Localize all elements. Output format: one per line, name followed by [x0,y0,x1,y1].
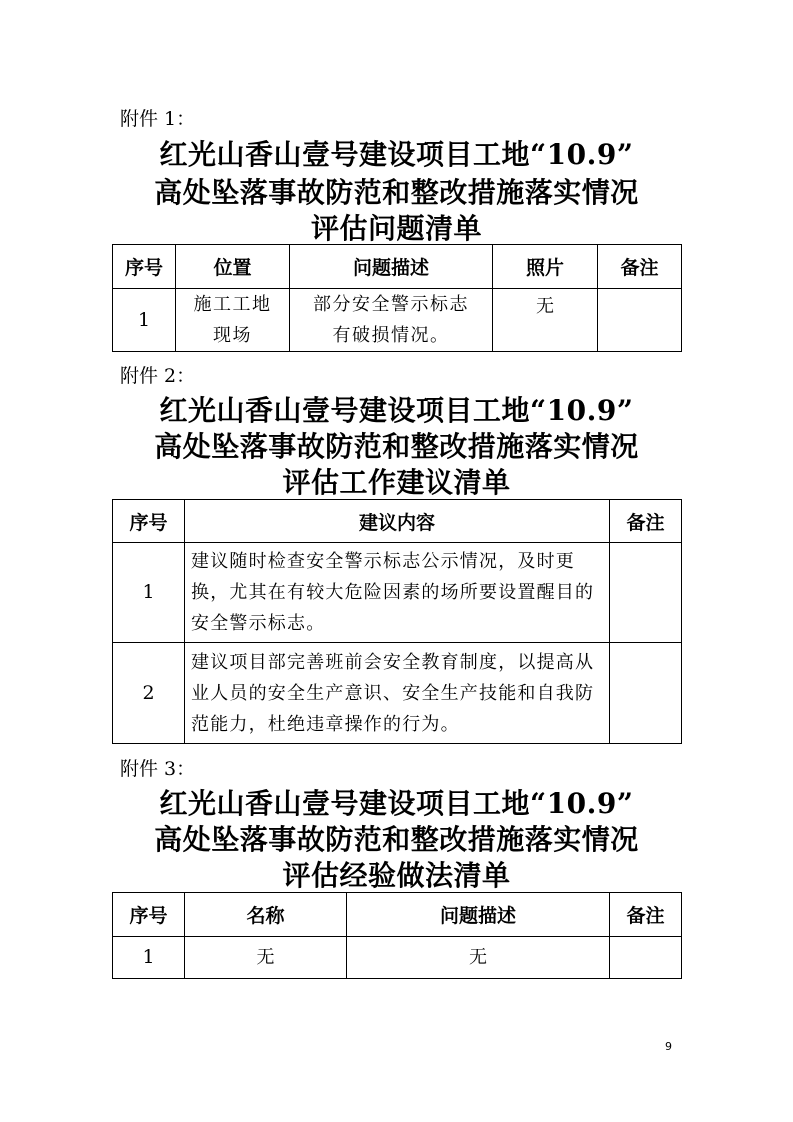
section2-title-line2: 高处坠落事故防范和整改措施落实情况 [154,430,639,463]
row-number: 2 [113,643,185,744]
header-cell: 问题描述 [290,245,493,289]
header-cell: 序号 [113,500,185,543]
header-cell: 备注 [598,245,682,289]
description-cell: 部分安全警示标志有破损情况。 [290,289,493,352]
page-number: 9 [665,1040,672,1053]
header-cell: 备注 [610,500,682,543]
section1-title-line3: 评估问题清单 [310,212,482,245]
note-cell [610,643,682,744]
attachment-2-label: 附件 2： [120,365,196,387]
description-cell: 无 [347,937,610,979]
section3-title-line3: 评估经验做法清单 [282,859,511,892]
table-row [113,289,682,352]
section2-title-line3: 评估工作建议清单 [282,466,511,499]
header-cell: 名称 [185,893,347,937]
section3-title-line2: 高处坠落事故防范和整改措施落实情况 [154,823,639,856]
header-cell: 建议内容 [185,500,610,543]
header-cell: 备注 [610,893,682,937]
note-cell [598,289,682,352]
section3-title-line1: 红光山香山壹号建设项目工地“10.9” [159,787,634,820]
suggestion-content: 建议随时检查安全警示标志公示情况，及时更换，尤其在有较大危险因素的场所要设置醒目的安全警示标志。 [185,543,610,643]
section1-title-line2: 高处坠落事故防范和整改措施落实情况 [154,176,639,209]
attachment-3-label: 附件 3： [120,758,196,780]
header-cell: 照片 [493,245,598,289]
experience-list-table [112,892,682,979]
table-row [113,543,682,643]
header-cell: 问题描述 [347,893,610,937]
section1-title-line1: 红光山香山壹号建设项目工地“10.9” [159,138,634,171]
table-row [113,643,682,744]
location-cell: 施工工地现场 [176,289,290,352]
row-number: 1 [113,289,176,352]
header-cell: 位置 [176,245,290,289]
section2-title-line1: 红光山香山壹号建设项目工地“10.9” [159,394,634,427]
suggestion-content: 建议项目部完善班前会安全教育制度，以提高从业人员的安全生产意识、安全生产技能和自我防范能力，杜绝违章操作的行为。 [185,643,610,744]
problem-list-table [112,244,682,352]
table-row [113,937,682,979]
suggestion-list-table [112,499,682,744]
note-cell [610,937,682,979]
note-cell [610,543,682,643]
header-cell: 序号 [113,893,185,937]
header-cell: 序号 [113,245,176,289]
photo-cell: 无 [493,289,598,352]
name-cell: 无 [185,937,347,979]
attachment-1-label: 附件 1： [120,108,196,130]
row-number: 1 [113,543,185,643]
row-number: 1 [113,937,185,979]
